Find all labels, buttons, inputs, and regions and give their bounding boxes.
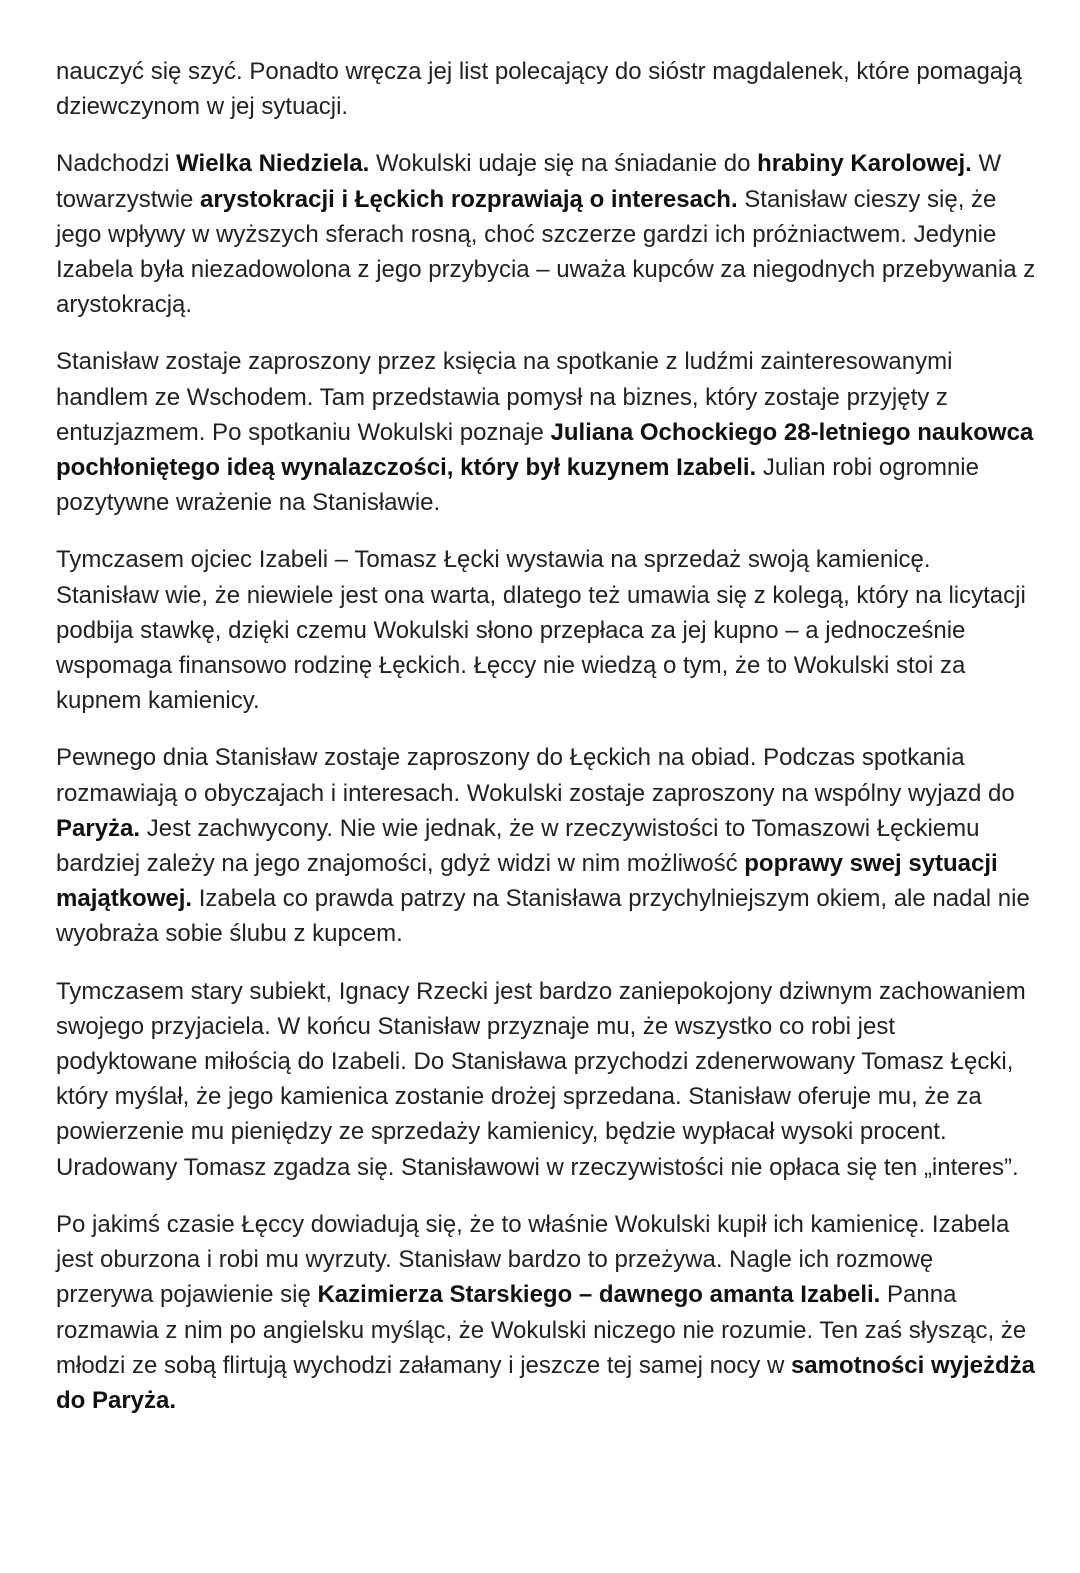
paragraph-text: Pewnego dnia Stanisław zostaje zaproszony do Łęckich na obiad. Podczas spotkania rozmawiają o obyczajach i interesach. Wokulski zostaje zaproszony na wspólny wyjazd do — [56, 744, 1015, 807]
paragraph-text: Tymczasem ojciec Izabeli – Tomasz Łęcki wystawia na sprzedaż swoją kamienicę. Stanisław wie, że niewiele jest ona warta, dlatego też umawia się z kolegą, który na licytacji podbija stawkę, dzięki czemu Wokulski słono przepłaca za jej kupno – a jednocześnie wspomaga finansowo rodzinę Łęckich. Łęccy nie wiedzą o tym, że to Wokulski stoi za kupnem kamienicy. — [56, 546, 1026, 715]
paragraph-text: nauczyć się szyć. Ponadto wręcza jej list polecający do sióstr magdalenek, które pomagają dziewczynom w jej sytuacji. — [56, 58, 1022, 121]
bold-phrase: samotności wyjeżdża do Paryża. — [56, 1351, 1036, 1414]
bold-phrase: Kazimierza Starskiego – dawnego amanta Izabeli. — [317, 1281, 881, 1309]
bold-phrase: poprawy swej sytuacji majątkowej. — [56, 850, 998, 913]
paragraph-text: Izabela co prawda patrzy na Stanisława przychylniejszym okiem, ale nadal nie wyobraża sobie ślubu z kupcem. — [56, 885, 1030, 948]
paragraph-text: W towarzystwie — [56, 150, 1002, 213]
paragraph-1 — [56, 54, 1036, 124]
paragraph-text: Panna rozmawia z nim po angielsku myśląc, że Wokulski niczego nie rozumie. Ten zaś słysząc, że młodzi ze sobą flirtują wychodzi załamany i jeszcze tej samej nocy w — [56, 1281, 1027, 1379]
paragraph-text: Stanisław zostaje zaproszony przez księcia na spotkanie z ludźmi zainteresowanymi handlem ze Wschodem. Tam przedstawia pomysł na biznes, który zostaje przyjęty z entuzjazmem. Po spotkaniu Wokulski poznaje — [56, 348, 953, 446]
paragraph-4 — [56, 542, 1036, 718]
paragraph-text: Nadchodzi — [56, 150, 177, 178]
bold-phrase: arystokracji i Łęckich rozprawiają o interesach. — [200, 185, 738, 213]
paragraph-text: Wokulski udaje się na śniadanie do — [369, 150, 758, 178]
paragraph-3 — [56, 344, 1036, 520]
paragraph-7 — [56, 1207, 1036, 1418]
paragraph-text: Po jakimś czasie Łęccy dowiadują się, że to właśnie Wokulski kupił ich kamienicę. Izabela jest oburzona i robi mu wyrzuty. Stanisław bardzo to przeżywa. Nagle ich rozmowę przerywa pojawienie się — [56, 1210, 1010, 1309]
paragraph-5 — [56, 740, 1036, 951]
paragraph-text: Stanisław cieszy się, że jego wpływy w wyższych sferach rosną, choć szczerze gardzi ich próżniactwem. Jedynie Izabela była niezadowolona z jego przybycia – uważa kupców za niegodnych przebywania z arystokracją. — [56, 185, 1036, 319]
document-page — [56, 54, 1036, 1440]
bold-phrase: Juliana Ochockiego 28-letniego naukowca pochłoniętego ideą wynalazczości, który był kuzynem Izabeli. — [56, 418, 1034, 482]
bold-phrase: Wielka Niedziela. — [176, 150, 370, 178]
bold-phrase: Paryża. — [56, 814, 141, 842]
paragraph-text: Jest zachwycony. Nie wie jednak, że w rzeczywistości to Tomaszowi Łęckiemu bardziej zależy na jego znajomości, gdyż widzi w nim możliwość — [56, 814, 980, 878]
paragraph-text: Julian robi ogromnie pozytywne wrażenie na Stanisławie. — [56, 454, 979, 517]
paragraph-6 — [56, 974, 1036, 1185]
paragraph-text: Tymczasem stary subiekt, Ignacy Rzecki jest bardzo zaniepokojony dziwnym zachowaniem swojego przyjaciela. W końcu Stanisław przyznaje mu, że wszystko co robi jest podyktowane miłością do Izabeli. Do Stanisława przychodzi zdenerwowany Tomasz Łęcki, który myślał, że jego kamienica zostanie drożej sprzedana. Stanisław oferuje mu, że za powierzenie mu pieniędzy ze sprzedaży kamienicy, będzie wypłacał wysoki procent. Uradowany Tomasz zgadza się. Stanisławowi w rzeczywistości nie opłaca się ten „interes”. — [56, 977, 1026, 1181]
bold-phrase: hrabiny Karolowej. — [757, 150, 972, 178]
paragraph-2 — [56, 146, 1036, 322]
